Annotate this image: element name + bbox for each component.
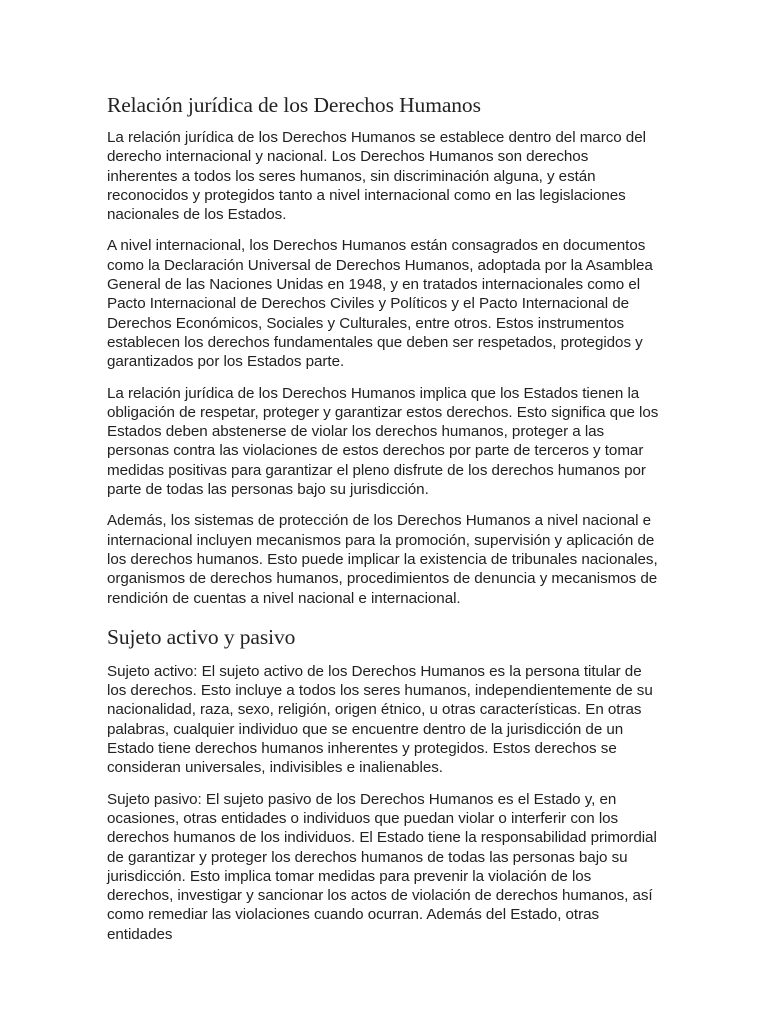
paragraph: Sujeto activo: El sujeto activo de los Derechos Humanos es la persona titular de los derechos. Esto incluye a todos los seres humanos, independientemente de su nacionalidad, raza, sexo, religión, origen étnico, u otras características. En otras palabras, cualquier individuo que se encuentre dentro de la jurisdicción de un Estado tiene derechos humanos inherentes y protegidos. Estos derechos se consideran universales, indivisibles e inalienables.: [107, 662, 653, 777]
section-heading-sujeto-activo-pasivo: Sujeto activo y pasivo: [107, 624, 296, 649]
section-heading-relacion-juridica: Relación jurídica de los Derechos Humanos: [107, 93, 481, 117]
paragraph: Además, los sistemas de protección de los Derechos Humanos a nivel nacional e internacional incluyen mecanismos para la promoción, supervisión y aplicación de los derechos humanos. Esto puede implicar la existencia de tribunales nacionales, organismos de derechos humanos, procedimientos de denuncia y mecanismos de rendición de cuentas a nivel nacional e internacional.: [107, 512, 658, 607]
paragraph: A nivel internacional, los Derechos Humanos están consagrados en documentos como la Declaración Universal de Derechos Humanos, adoptada por la Asamblea General de las Naciones Unidas en 1948, y en tratados internacionales como el Pacto Internacional de Derechos Civiles y Políticos y el Pacto Internacional de Derechos Económicos, Sociales y Culturales, entre otros. Estos instrumentos establecen los derechos fundamentales que deben ser respetados, protegidos y garantizados por los Estados parte.: [107, 237, 653, 371]
paragraph: La relación jurídica de los Derechos Humanos implica que los Estados tienen la obligación de respetar, proteger y garantizar estos derechos. Esto significa que los Estados deben abstenerse de violar los derechos humanos, proteger a las personas contra las violaciones de estos derechos por parte de terceros y tomar medidas positivas para garantizar el pleno disfrute de los derechos humanos por parte de todas las personas bajo su jurisdicción.: [107, 384, 659, 499]
paragraph: Sujeto pasivo: El sujeto pasivo de los Derechos Humanos es el Estado y, en ocasiones, otras entidades o individuos que puedan violar o interferir con los derechos humanos de los individuos. El Estado tiene la responsabilidad primordial de garantizar y proteger los derechos humanos de todas las personas bajo su jurisdicción. Esto implica tomar medidas para prevenir la violación de los derechos, investigar y sancionar los actos de violación de derechos humanos, así como remediar las violaciones cuando ocurran. Además del Estado, otras entidades: [107, 790, 657, 943]
paragraph: La relación jurídica de los Derechos Humanos se establece dentro del marco del derecho internacional y nacional. Los Derechos Humanos son derechos inherentes a todos los seres humanos, sin discriminación alguna, y están reconocidos y protegidos tanto a nivel internacional como en las legislaciones nacionales de los Estados.: [107, 129, 646, 224]
